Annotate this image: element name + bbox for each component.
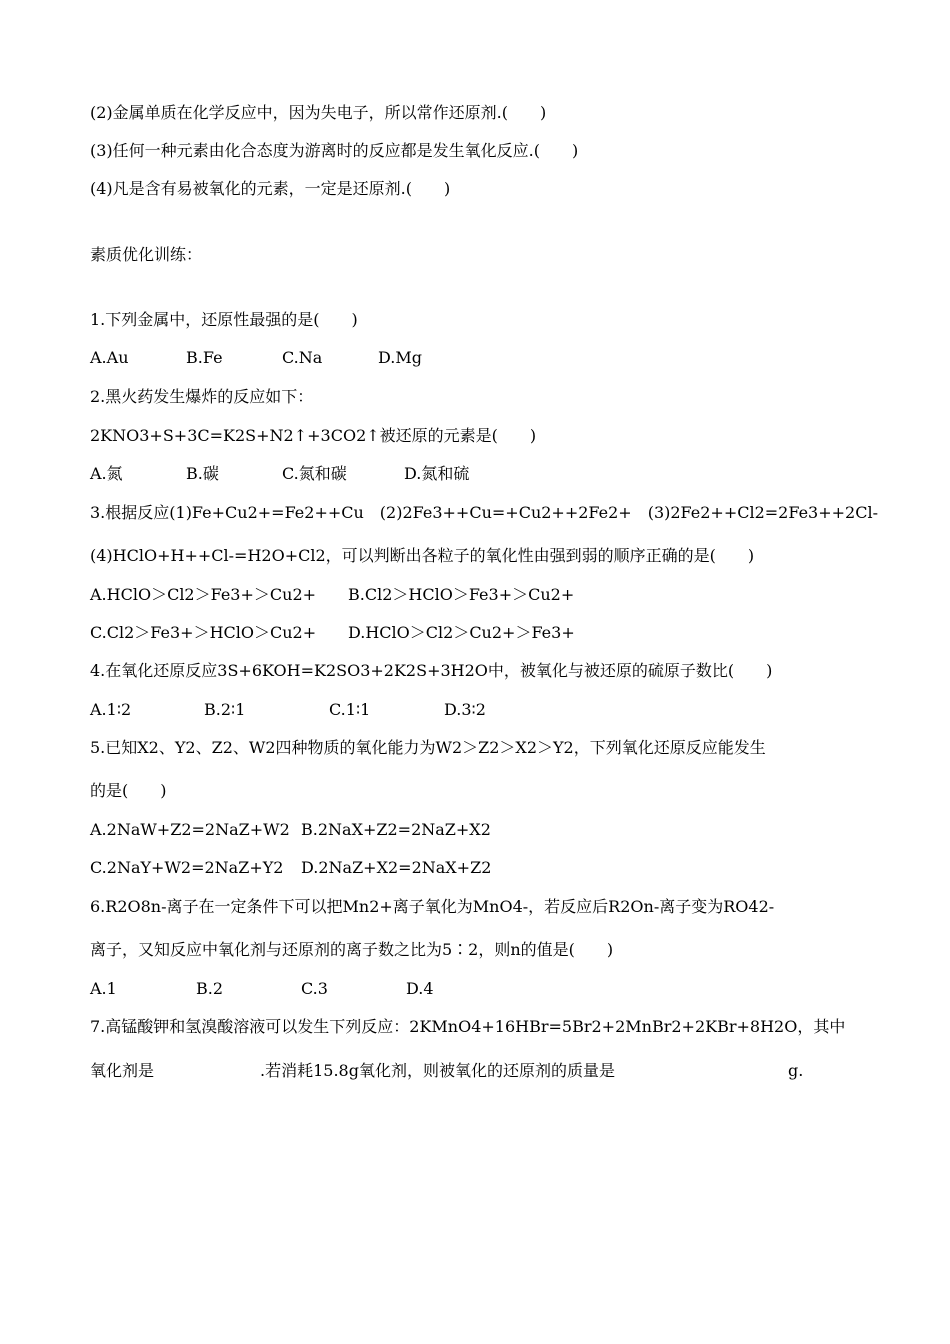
option-a: A.1∶2 xyxy=(90,700,132,719)
judge-item-3: (3)任何一种元素由化合态度为游离时的反应都是发生氧化反应.( ) xyxy=(90,141,579,160)
question-6-stem-cont: 离子，又知反应中氧化剂与还原剂的离子数之比为5∶2，则n的值是( ) xyxy=(90,940,614,959)
option-a: A.1 xyxy=(90,979,117,998)
fill-label-mass: .若消耗15.8g氧化剂，则被氧化的还原剂的质量是 xyxy=(260,1061,615,1080)
option-b: B.Cl2＞HClO＞Fe3+＞Cu2+ xyxy=(348,585,575,604)
option-d: D.氮和硫 xyxy=(404,464,470,483)
section-title: 素质优化训练： xyxy=(90,245,203,264)
question-3-stem-cont: (4)HClO+H++Cl-=H2O+Cl2，可以判断出各粒子的氧化性由强到弱的顺序正确的是( ) xyxy=(90,546,755,565)
option-b: B.Fe xyxy=(186,348,223,367)
question-3-stem: 3.根据反应(1)Fe+Cu2+=Fe2++Cu (2)2Fe3++Cu=+Cu2++2Fe2+ (3)2Fe2++Cl2=2Fe3++2Cl- xyxy=(90,503,878,522)
option-b: B.2NaX+Z2=2NaZ+X2 xyxy=(301,820,491,839)
fill-label-unit: g. xyxy=(788,1061,804,1080)
option-c: C.Cl2＞Fe3+＞HClO＞Cu2+ xyxy=(90,623,317,642)
question-5-stem-cont: 的是( ) xyxy=(90,781,167,800)
option-c: C.1∶1 xyxy=(329,700,371,719)
option-b: B.碳 xyxy=(186,464,219,483)
option-a: A.HClO＞Cl2＞Fe3+＞Cu2+ xyxy=(90,585,317,604)
question-7-stem: 7.高锰酸钾和氢溴酸溶液可以发生下列反应：2KMnO4+16HBr=5Br2+2MnBr2+2KBr+8H2O，其中 xyxy=(90,1017,846,1036)
option-b: B.2∶1 xyxy=(204,700,246,719)
option-d: D.3∶2 xyxy=(444,700,486,719)
question-4-stem: 4.在氧化还原反应3S+6KOH=K2SO3+2K2S+3H2O中，被氧化与被还原的硫原子数比( ) xyxy=(90,661,773,680)
option-c: C.2NaY+W2=2NaZ+Y2 xyxy=(90,858,284,877)
option-c: C.氮和碳 xyxy=(282,464,347,483)
option-a: A.氮 xyxy=(90,464,123,483)
option-d: D.2NaZ+X2=2NaX+Z2 xyxy=(301,858,492,877)
option-d: D.HClO＞Cl2＞Cu2+＞Fe3+ xyxy=(348,623,575,642)
question-2-stem: 2.黑火药发生爆炸的反应如下： xyxy=(90,387,314,406)
option-a: A.Au xyxy=(90,348,129,367)
judge-item-4: (4)凡是含有易被氧化的元素，一定是还原剂.( ) xyxy=(90,179,451,198)
option-a: A.2NaW+Z2=2NaZ+W2 xyxy=(90,820,290,839)
option-c: C.3 xyxy=(301,979,328,998)
option-b: B.2 xyxy=(196,979,224,998)
option-d: D.Mg xyxy=(378,348,422,367)
question-2-equation: 2KNO3+S+3C=K2S+N2↑+3CO2↑被还原的元素是( ) xyxy=(90,426,537,445)
option-c: C.Na xyxy=(282,348,323,367)
question-5-stem: 5.已知X2、Y2、Z2、W2四种物质的氧化能力为W2＞Z2＞X2＞Y2，下列氧化还原反应能发生 xyxy=(90,738,766,757)
question-1-stem: 1.下列金属中，还原性最强的是( ) xyxy=(90,310,358,329)
judge-item-2: (2)金属单质在化学反应中，因为失电子，所以常作还原剂.( ) xyxy=(90,103,547,122)
fill-label-oxidant: 氧化剂是 xyxy=(90,1061,155,1080)
option-d: D.4 xyxy=(406,979,434,998)
question-6-stem: 6.R2O8n-离子在一定条件下可以把Mn2+离子氧化为MnO4-，若反应后R2On-离子变为RO42- xyxy=(90,897,775,916)
